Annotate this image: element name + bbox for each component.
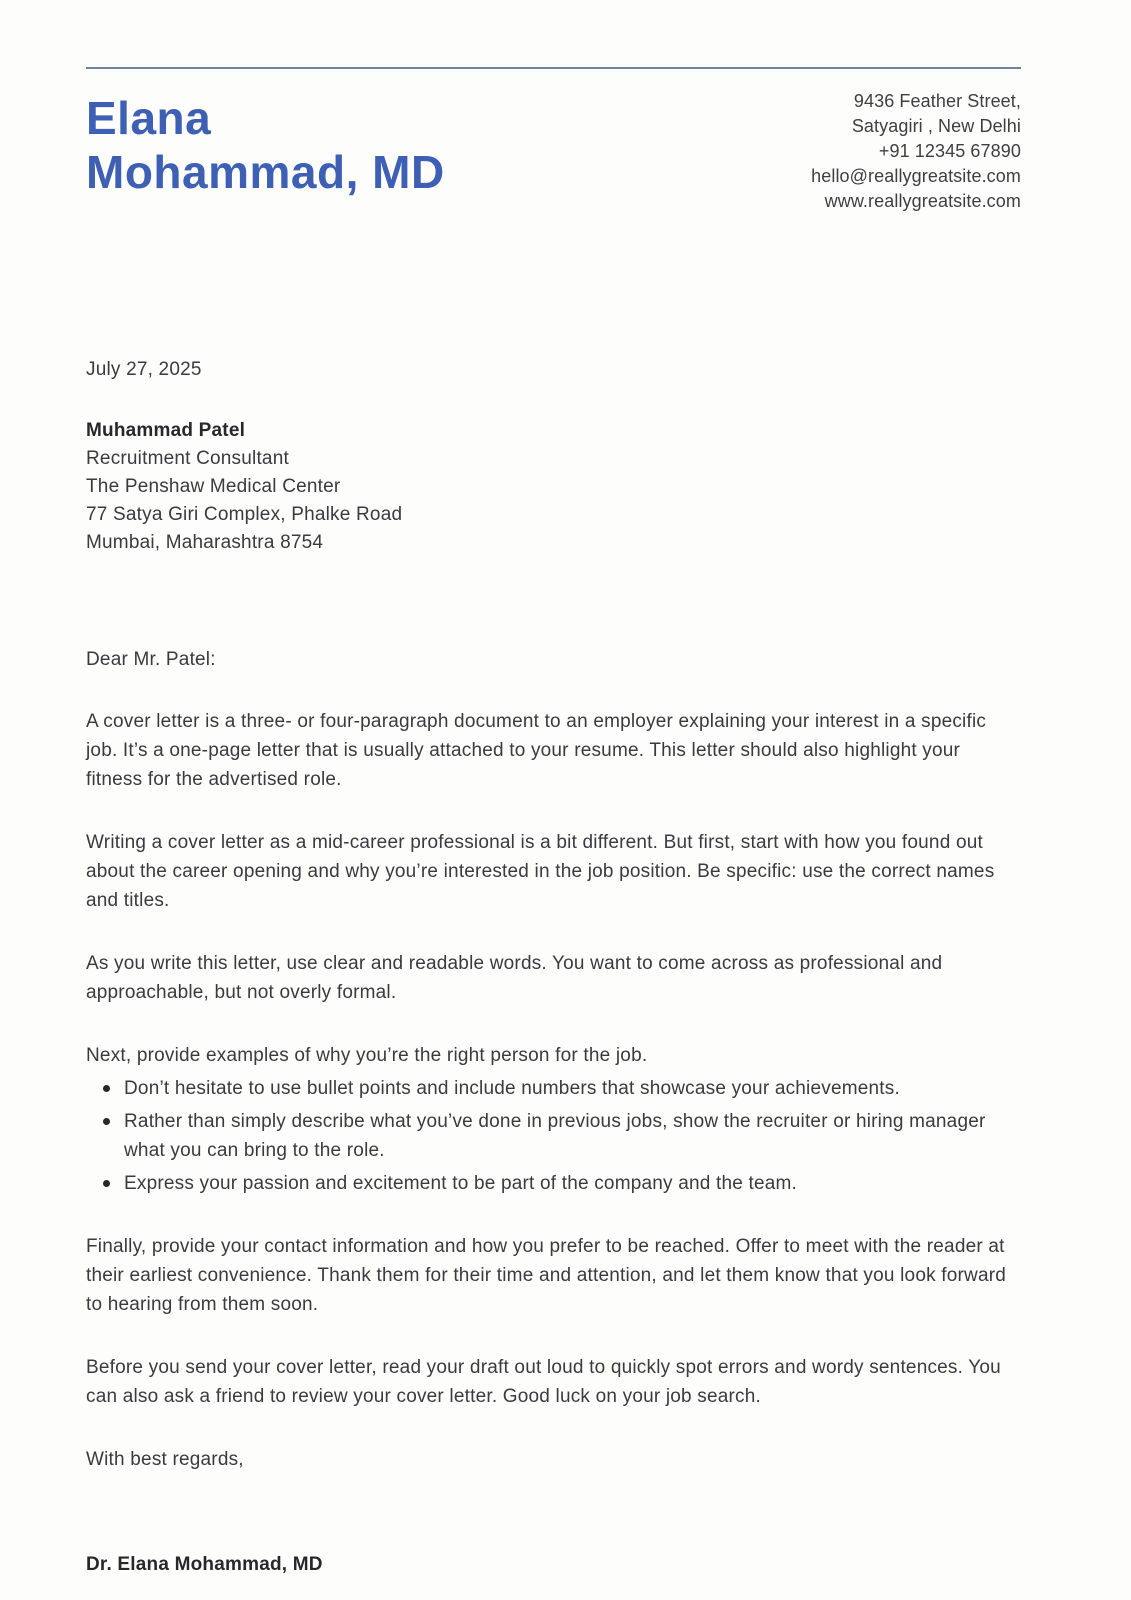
contact-info (811, 89, 1021, 214)
contact-line: 9436 Feather Street, (853, 91, 1021, 111)
sender-last-name: Mohammad, MD (86, 146, 445, 198)
recipient-address-line: Mumbai, Maharashtra 8754 (86, 532, 324, 553)
sender-first-name: Elana (86, 92, 212, 144)
contact-line: +91 12345 67890 (878, 141, 1021, 161)
closing-phrase: With best regards, (86, 1449, 244, 1470)
contact-line: www.reallygreatsite.com (824, 191, 1021, 211)
recipient-address (86, 445, 1021, 557)
contact-line: Satyagiri , New Delhi (851, 116, 1021, 136)
bullet-list (86, 1074, 1021, 1198)
sender-name (86, 91, 445, 199)
letter-body (86, 355, 1021, 1579)
signature-name: Dr. Elana Mohammad, MD (86, 1554, 323, 1575)
bullet-item: Express your passion and excitement to be part of the company and the team. (101, 1169, 1021, 1198)
recipient-block (86, 417, 1021, 557)
body-paragraph: Finally, provide your contact information and how you prefer to be reached. Offer to meet with the reader at their earliest convenience. Thank them for their time and attention, and let them know that you look forward to hearing from them soon. (86, 1236, 1007, 1315)
letter-date: July 27, 2025 (86, 359, 202, 380)
bullet-item: Don’t hesitate to use bullet points and include numbers that showcase your achievements. (101, 1074, 1021, 1103)
bullet-item: Rather than simply describe what you’ve done in previous jobs, show the recruiter or hiring manager what you can bring to the role. (101, 1107, 1021, 1165)
body-paragraph: A cover letter is a three- or four-paragraph document to an employer explaining your interest in a specific job. It’s a one-page letter that is usually attached to your resume. This letter should also highlight your fitness for the advertised role. (86, 711, 987, 790)
salutation: Dear Mr. Patel: (86, 649, 216, 670)
recipient-address-line: Recruitment Consultant (86, 448, 289, 469)
body-paragraph: As you write this letter, use clear and readable words. You want to come across as professional and approachable, but not overly formal. (86, 953, 943, 1003)
body-paragraphs (86, 707, 1021, 1007)
body-paragraph: Writing a cover letter as a mid-career professional is a bit different. But first, start with how you found out about the career opening and why you’re interested in the job position. Be specific: use the correct names and titles. (86, 832, 995, 911)
contact-line: hello@reallygreatsite.com (811, 166, 1021, 186)
body-paragraph: Before you send your cover letter, read your draft out loud to quickly spot errors and wordy sentences. You can also ask a friend to review your cover letter. Good luck on your job search. (86, 1357, 1001, 1407)
recipient-name: Muhammad Patel (86, 420, 246, 441)
recipient-address-line: The Penshaw Medical Center (86, 476, 341, 497)
recipient-address-line: 77 Satya Giri Complex, Phalke Road (86, 504, 403, 525)
letterhead (86, 69, 1021, 214)
closing-paragraphs (86, 1232, 1021, 1411)
list-intro-paragraph: Next, provide examples of why you’re the right person for the job. (86, 1045, 648, 1066)
